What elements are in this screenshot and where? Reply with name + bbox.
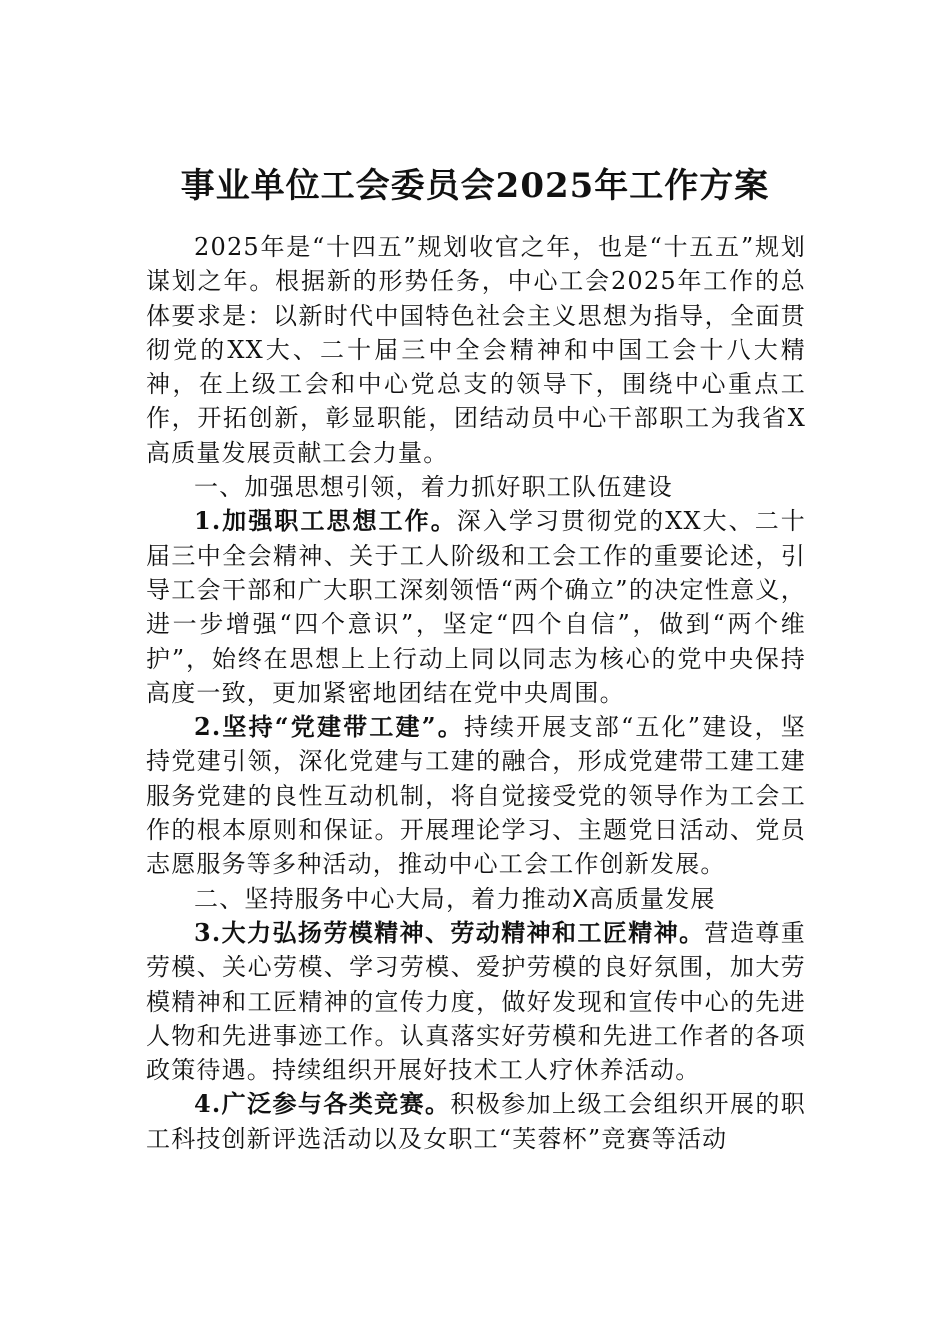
intro-paragraph: 2025年是“十四五”规划收官之年，也是“十五五”规划谋划之年。根据新的形势任务，中心工会2025年工作的总体要求是：以新时代中国特色社会主义思想为指导，全面贯彻党的XX大、二十届三中全会精神和中国工会十八大精神，在上级工会和中心党总支的领导下，围绕中心重点工作，开拓创新，彰显职能，团结动员中心干部职工为我省X高质量发展贡献工会力量。 — [146, 233, 806, 467]
item-title-1: 1.加强职工思想工作。 — [194, 506, 457, 536]
item-title-3: 3.大力弘扬劳模精神、劳动精神和工匠精神。 — [194, 917, 705, 947]
item-text-1: 深入学习贯彻党的XX大、二十届三中全会精神、关于工人阶级和工会工作的重要论述，引导工会干部和广大职工深刻领悟“两个确立”的决定性意义，进一步增强“四个意识”，坚定“四个自信”，做到“两个维护”，始终在思想上上行动上同以同志为核心的党中央保持高度一致，更加紧密地团结在党中央周围。 — [146, 507, 806, 707]
document-title: 事业单位工会委员会2025年工作方案 — [180, 166, 770, 206]
item-paragraph-1 — [146, 504, 806, 710]
item-text-2: 持续开展支部“五化”建设，坚持党建引领，深化党建与工建的融合，形成党建带工建工建服务党建的良性互动机制，将自觉接受党的领导作为工会工作的根本原则和保证。开展理论学习、主题党日活动、党员志愿服务等多种活动，推动中心工会工作创新发展。 — [146, 713, 806, 879]
item-paragraph-3 — [146, 916, 806, 1087]
item-title-2: 2.坚持“党建带工建”。 — [194, 712, 464, 742]
item-paragraph-2 — [146, 710, 806, 881]
document-body — [146, 230, 806, 1156]
item-text-4: 积极参加上级工会组织开展的职工科技创新评选活动以及女职工“芙蓉杯”竞赛等活动 — [146, 1090, 806, 1153]
item-paragraph-4 — [146, 1087, 806, 1156]
section-heading-1: 一、加强思想引领，着力抓好职工队伍建设 — [194, 473, 673, 502]
section-heading-2: 二、坚持服务中心大局，着力推动X高质量发展 — [194, 884, 716, 913]
item-text-3: 营造尊重劳模、关心劳模、学习劳模、爱护劳模的良好氛围，加大劳模精神和工匠精神的宣传力度，做好发现和宣传中心的先进人物和先进事迹工作。认真落实好劳模和先进工作者的各项政策待遇。持续组织开展好技术工人疗休养活动。 — [146, 918, 806, 1085]
item-title-4: 4.广泛参与各类竞赛。 — [194, 1089, 451, 1119]
